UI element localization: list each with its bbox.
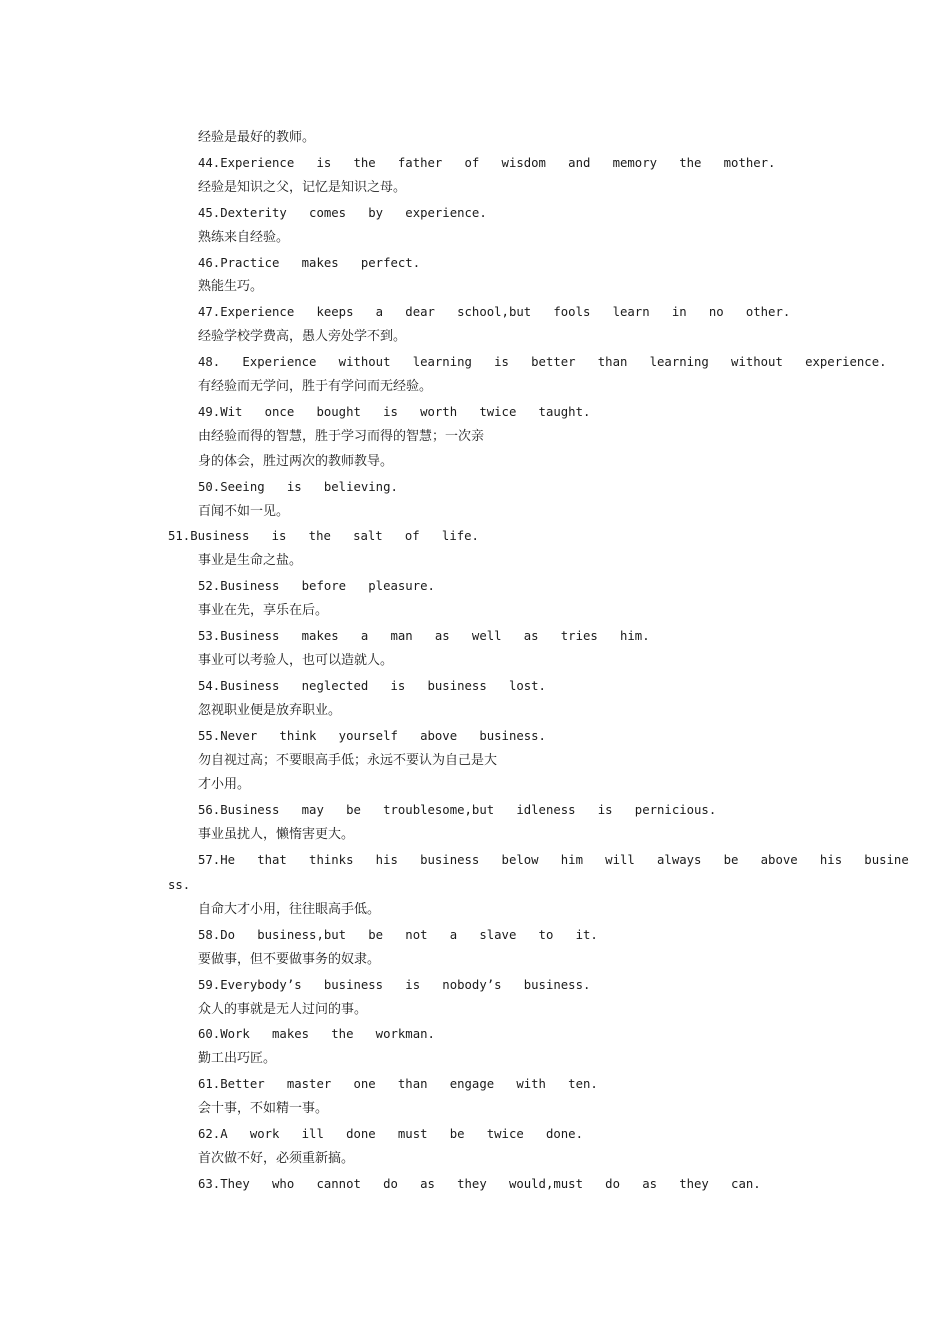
translation-line: 自命大才小用，往往眼高手低。 [198, 901, 381, 917]
proverb-line: 58.Do business,but be not a slave to it. [198, 927, 598, 942]
translation-line: 忽视职业便是放弃职业。 [198, 702, 342, 718]
translation-line: 勿自视过高；不要眼高手低；永远不要认为自己是大 [198, 752, 498, 768]
proverb-line: ss. [168, 878, 191, 892]
translation-line: 事业在先，享乐在后。 [198, 603, 329, 619]
proverb-line: 53.Business makes a man as well as tries him. [198, 629, 650, 643]
translation-line: 勤工出巧匠。 [198, 1051, 277, 1067]
proverb-line: 48. Experience without learning is better than learning without experience. [198, 355, 887, 370]
translation-line: 经验学校学费高，愚人旁处学不到。 [198, 329, 407, 345]
proverb-line: 56.Business may be troublesome,but idleness is pernicious. [198, 803, 717, 818]
translation-line: 经验是最好的教师。 [198, 130, 316, 145]
proverb-line: 63.They who cannot do as they would,must do as they can. [198, 1176, 761, 1191]
translation-line: 事业虽扰人，懒惰害更大。 [198, 827, 355, 843]
translation-line: 事业是生命之盐。 [198, 553, 303, 569]
translation-line: 众人的事就是无人过问的事。 [198, 1001, 368, 1017]
proverb-line: 45.Dexterity comes by experience. [198, 205, 487, 220]
proverb-line: 50.Seeing is believing. [198, 479, 398, 494]
translation-line: 有经验而无学问，胜于有学问而无经验。 [198, 379, 433, 394]
proverb-line: 61.Better master one than engage with ten. [198, 1077, 598, 1092]
proverb-line: 46.Practice makes perfect. [198, 255, 421, 270]
translation-line: 首次做不好，必须重新搞。 [198, 1150, 355, 1166]
translation-line: 才小用。 [198, 777, 251, 793]
translation-line: 会十事，不如精一事。 [198, 1101, 329, 1117]
translation-line: 要做事，但不要做事务的奴隶。 [198, 951, 381, 967]
proverb-line: 62.A work ill done must be twice done. [198, 1127, 583, 1141]
translation-line: 由经验而得的智慧，胜于学习而得的智慧；一次亲 [198, 428, 485, 444]
translation-line: 身的体会，胜过两次的教师教导。 [198, 453, 394, 469]
translation-line: 事业可以考验人，也可以造就人。 [198, 652, 394, 668]
translation-line: 熟练来自经验。 [198, 229, 290, 245]
proverb-line: 55.Never think yourself above business. [198, 728, 546, 743]
proverb-line: 59.Everybody’s business is nobody’s business. [198, 977, 591, 992]
proverb-line: 60.Work makes the workman. [198, 1027, 435, 1042]
proverb-line: 44.Experience is the father of wisdom and memory the mother. [198, 155, 776, 170]
proverb-line: 51.Business is the salt of life. [168, 529, 479, 544]
proverb-line: 54.Business neglected is business lost. [198, 678, 546, 693]
translation-line: 经验是知识之父，记忆是知识之母。 [198, 179, 407, 195]
proverb-line: 49.Wit once bought is worth twice taught. [198, 404, 591, 419]
proverb-line: 52.Business before pleasure. [198, 579, 435, 594]
translation-line: 熟能生巧。 [198, 279, 264, 295]
translation-line: 百闻不如一见。 [198, 503, 290, 519]
proverb-line: 57.He that thinks his business below him will always be above his busine [198, 853, 909, 868]
proverb-line: 47.Experience keeps a dear school,but fools learn in no other. [198, 305, 791, 320]
